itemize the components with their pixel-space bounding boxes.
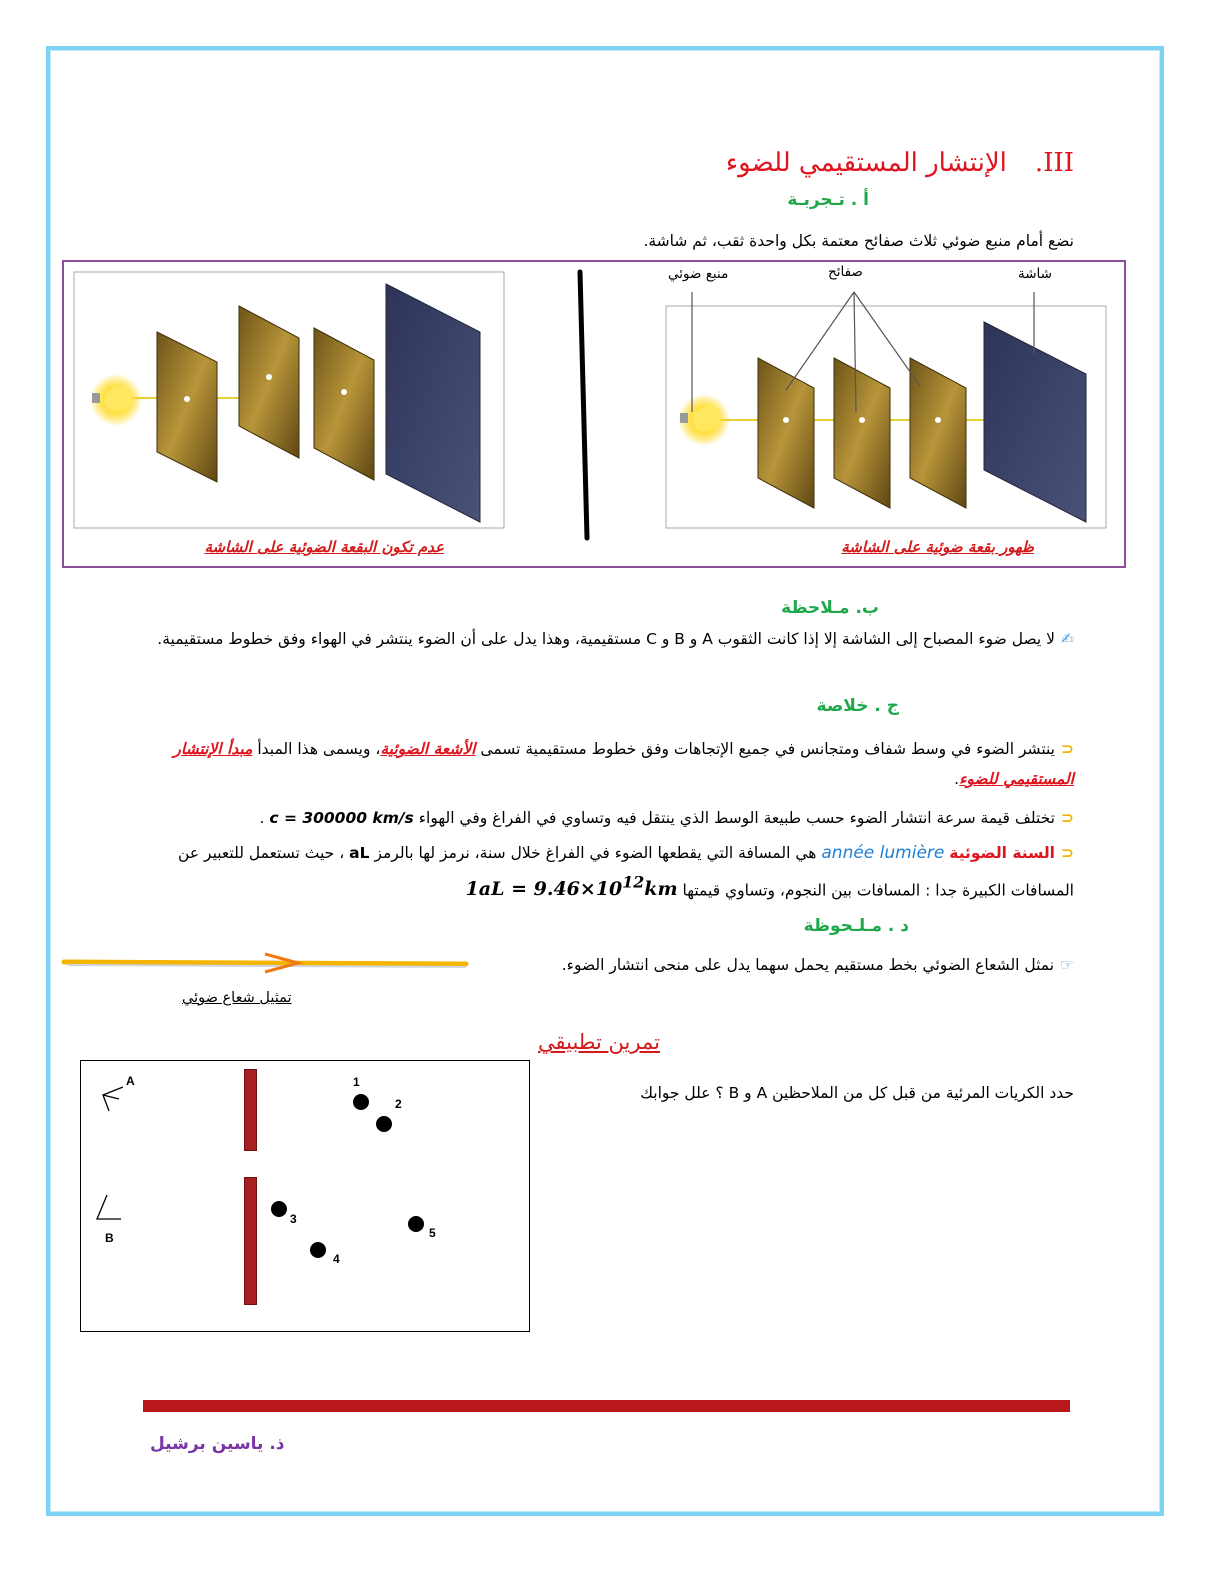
ball-4-label: 4 [333,1252,340,1266]
ball-1-label: 1 [353,1075,360,1089]
label-screen: شاشة [1018,266,1052,282]
p2-text: تختلف قيمة سرعة انتشار الضوء حسب طبيعة الوسط الذي ينتقل فيه وتساوي في الفراغ وفي الهواء [418,809,1055,827]
bullet-icon: ⊂ [1061,740,1074,758]
p3-text-b: ، حيث تستعمل للتعبير عن المسافات الكبيرة جدا : المسافات بين النجوم، وتساوي قيمتها [178,844,1074,900]
bullet-icon: ⊂ [1061,844,1074,862]
light-year-french: année lumière [821,843,945,863]
observation-paragraph [150,624,1074,654]
experiment-intro: نضع أمام منبع ضوئي ثلاث صفائح معتمة بكل واحدة ثقب، ثم شاشة. [643,232,1074,250]
ball-3-label: 3 [290,1212,297,1226]
section-title-text: الإنتشار المستقيمي للضوء [725,148,1007,178]
conclusion-p2 [150,803,1074,833]
caption-left: عدم تكون البقعة الضوئية على الشاشة [204,538,444,556]
term-light-rays: الأشعة الضوئية [380,740,476,758]
pencil-icon: ✍ [1061,630,1074,648]
experiment-figure [62,260,1126,568]
experiment-heading: أ . تـجربـة [787,190,869,210]
light-speed-formula: c = 300000 km/s [269,809,414,827]
conclusion-p3 [150,838,1074,905]
author-name: ذ. ياسين برشيل [150,1434,285,1454]
note-heading: د . مـلـحوظة [803,916,909,936]
observer-b-eye-icon [89,1189,129,1229]
ball-5 [408,1216,424,1232]
exercise-title: تمرين تطبيقي [538,1030,660,1054]
formula-lhs: 1aL = 9.46×10 [465,878,623,901]
label-plates: صفائح [828,264,863,280]
ball-2-label: 2 [395,1097,402,1111]
exercise-figure [80,1060,530,1332]
observer-b-label: B [105,1231,114,1245]
light-year-symbol: aL [349,844,370,862]
formula-exponent: 12 [622,873,645,892]
light-ray-diagram [60,950,472,974]
experiment-illustration [64,262,1124,566]
ball-4 [310,1242,326,1258]
section-title [726,148,1074,178]
light-year-term: السنة الضوئية [949,844,1055,862]
light-year-formula [465,873,678,901]
wall-bottom [244,1177,257,1305]
section-numeral: III. [1034,148,1074,178]
formula-unit: km [644,878,678,901]
conclusion-heading: ج . خلاصة [816,696,899,716]
p1-text-a: ينتشر الضوء في وسط شفاف ومتجانس في جميع الإتجاهات وفق خطوط مستقيمية تسمى [480,740,1055,758]
exercise-question: حدد الكريات المرئية من قبل كل من الملاحظين A و B ؟ علل جوابك [640,1084,1074,1102]
conclusion-p1 [150,734,1074,794]
observation-text: لا يصل ضوء المصباح إلى الشاشة إلا إذا كانت الثقوب A و B و C مستقيمية، وهذا يدل على أن الضوء ينتشر في الهواء وفق خطوط مستقيمية. [157,630,1055,648]
ball-2 [376,1116,392,1132]
observer-a-label: A [126,1074,135,1088]
p1-text-b: ، ويسمى هذا المبدأ [257,740,381,758]
p3-text-a: هي المسافة التي يقطعها الضوء في الفراغ خلال سنة، نرمز لها بالرمز [374,844,817,862]
ball-3 [271,1201,287,1217]
ball-5-label: 5 [429,1226,436,1240]
note-paragraph [562,950,1074,980]
principle-term: مبدأ الإنتشار المستقيمي للضوء [173,740,1074,788]
ray-caption: تمثيل شعاع ضوئي [182,990,292,1006]
p2-end: . [259,809,265,827]
label-source: منبع ضوئي [668,266,729,282]
wall-top [244,1069,257,1151]
footer-bar [143,1400,1070,1412]
ball-1 [353,1094,369,1110]
hand-pointer-icon: ☞ [1060,956,1074,974]
bullet-icon: ⊂ [1061,809,1074,827]
p1-end: . [954,770,960,788]
note-text: نمثل الشعاع الضوئي بخط مستقيم يحمل سهما يدل على منحى انتشار الضوء. [561,956,1055,974]
observation-heading: ب. مـلاحظة [781,598,879,618]
caption-right: ظهور بقعة ضوئية على الشاشة [841,538,1034,556]
